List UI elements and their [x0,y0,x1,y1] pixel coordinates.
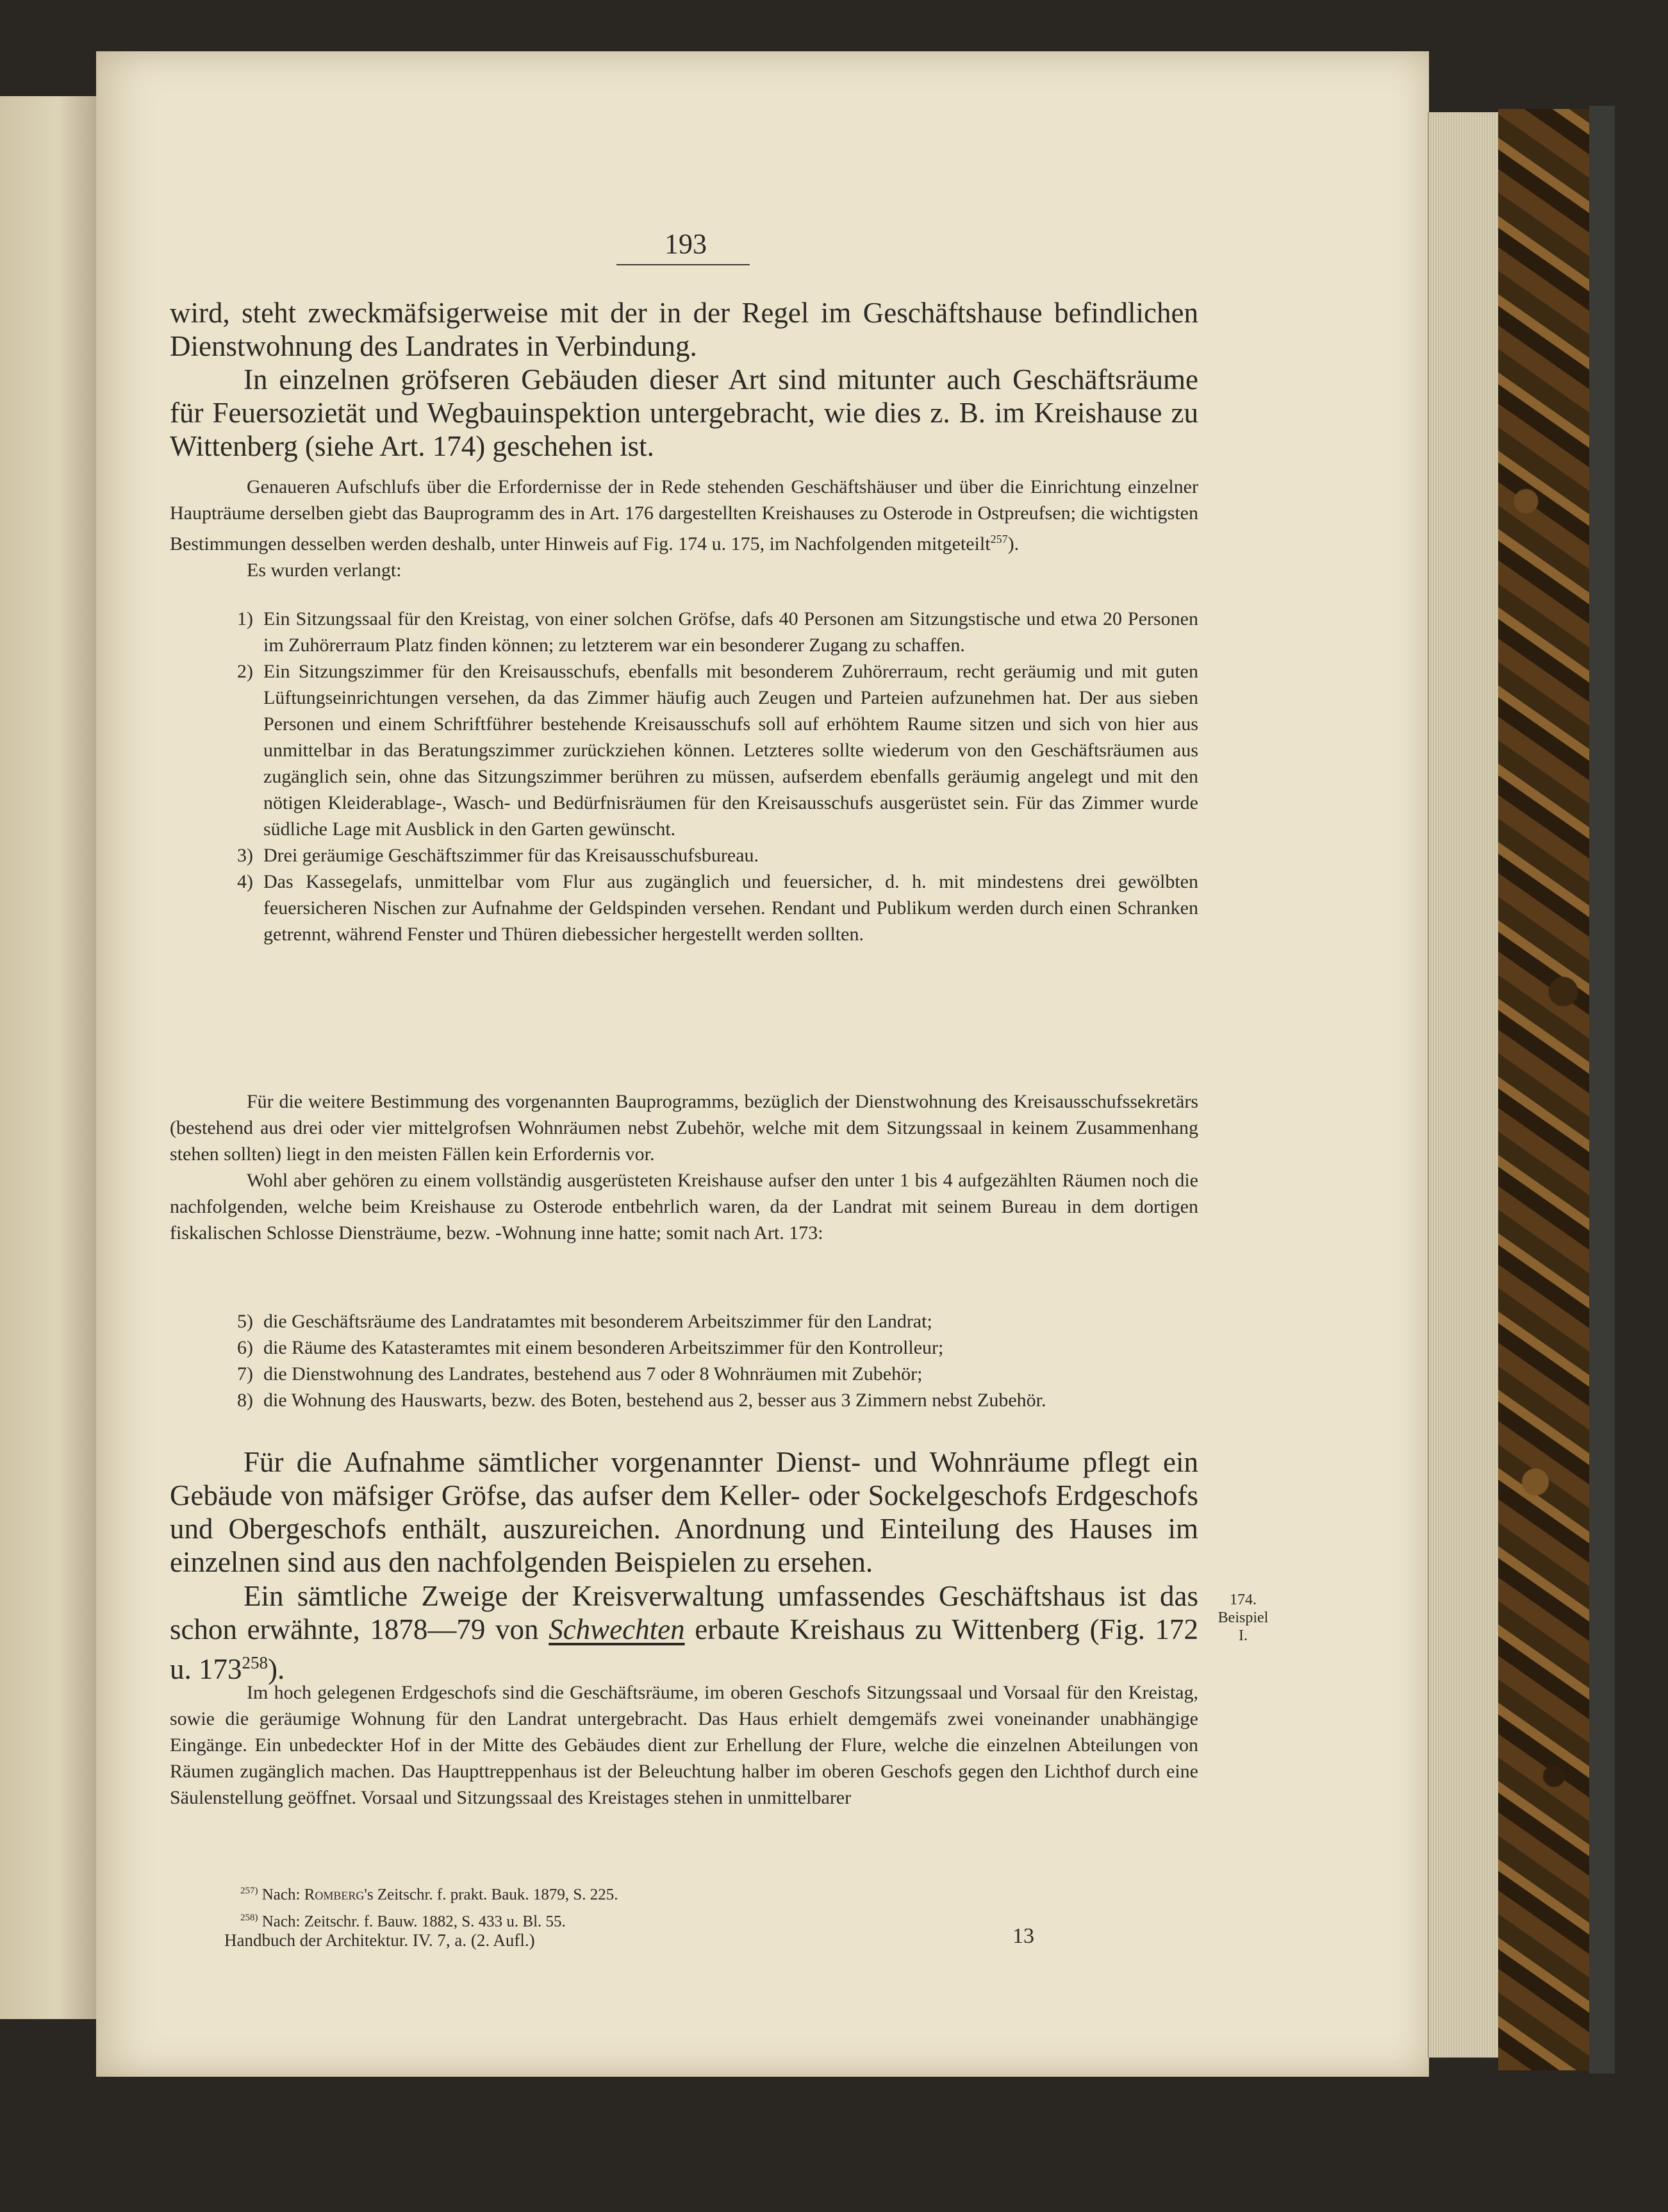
list-item-number: 3) [237,845,253,866]
list-item-text: Drei geräumige Geschäftszimmer für das Kreisausschufsbureau. [263,845,759,866]
page-number: 193 [665,228,707,260]
footnote-258 [240,1906,1137,1933]
footnote-257 [240,1879,1137,1906]
architect-name: Schwechten [549,1613,685,1645]
paragraph-4-end: ). [268,1653,285,1685]
small-paragraph-3-text: Für die weitere Bestimmung des vorgenannten Bauprogramms, bezüglich der Dienstwohnung des Kreisausschufssekretärs (bestehend aus drei oder vier mittelgrofsen Wohnräumen nebst Zubehör, welche mit dem Sitzungssaal in keinem Zusammenhang stehen sollten) liegt in den meisten Fällen kein Erfordernis vor. [170,1091,1198,1165]
small-paragraph-1 [170,474,1198,583]
paragraph-2 [170,363,1198,463]
list-item [215,606,1198,658]
list-item-number: 4) [237,871,253,892]
footnote-source: Zeitschr. f. Bauw. 1882, S. 433 u. Bl. 55. [304,1913,566,1931]
list-item [215,1361,1198,1387]
list-item [215,1387,1198,1413]
small-paragraph-2-text: Es wurden verlangt: [247,560,402,581]
paragraph-3 [170,1445,1198,1579]
header-rule [616,264,750,265]
additional-rooms-list [215,1308,1198,1413]
list-item-number: 6) [237,1337,253,1358]
paragraph-1-text: wird, steht zweckmäfsigerweise mit der in der Regel im Geschäftshause befindlichen Dienstwohnung des Landrates in Verbindung. [170,297,1198,362]
list-item [215,1308,1198,1335]
footnote-mark: 257) [240,1886,258,1896]
small-paragraph-1-end: ). [1007,533,1020,554]
small-paragraph-5 [170,1679,1198,1811]
list-item [215,1335,1198,1361]
list-item-text: die Wohnung des Hauswarts, bezw. des Boten, bestehend aus 2, besser aus 3 Zimmern nebst Zubehör. [263,1390,1046,1411]
list-item [215,658,1198,842]
small-paragraph-3 [170,1088,1198,1246]
margin-note-number: I. [1239,1627,1248,1644]
list-item-number: 5) [237,1311,253,1332]
cover-edge [1589,106,1615,2074]
small-paragraph-4-text: Wohl aber gehören zu einem vollständig ausgerüsteten Kreishause aufser den unter 1 bis 4 aufgezählten Räumen noch die nachfolgenden, welche beim Kreishause zu Osterode entbehrlich waren, da der Landrat mit seinem Bureau in dem dortigen fiskalischen Schlosse Diensträume, bezw. -Wohnung inne hatte; somit nach Art. 173: [170,1170,1198,1243]
list-item-text: die Räume des Katasteramtes mit einem besonderen Arbeitszimmer für den Kontrolleur; [263,1337,944,1358]
margin-note-article: 174. [1230,1592,1257,1608]
footer-title: Handbuch der Architektur. IV. 7, a. (2. Aufl.) [224,1931,535,1950]
list-item-number: 2) [237,661,253,682]
footnote-pre: Nach: [261,1913,304,1931]
left-page-edge [0,96,96,2019]
small-paragraph-1-body: Genaueren Aufschlufs über die Erfordernisse der in Rede stehenden Geschäftshäuser und über die Einrichtung einzelner Haupträume derselben giebt das Bauprogramm des in Art. 176 dargestellten Kreishauses zu Osterode in Ostpreufsen; die wichtigsten Bestimmungen desselben werden deshalb, unter Hinweis auf Fig. 174 u. 175, im Nachfolgenden mitgeteilt [170,476,1198,554]
paragraph-4-a: Ein sämtliche Zweige der Kreisverwaltung umfassendes Geschäftshaus ist das schon erwähnte, 1878—79 von [170,1580,1198,1645]
footnote-mark: 258) [240,1913,258,1924]
list-item [215,842,1198,869]
footnote-source: 's Zeitschr. f. prakt. Bauk. 1879, S. 225. [364,1886,618,1904]
margin-note-label: Beispiel [1218,1609,1269,1626]
paragraph-2-text: In einzelnen gröfseren Gebäuden dieser Art sind mitunter auch Geschäftsräume für Feuersozietät und Wegbauinspektion untergebracht, wie dies z. B. im Kreishause zu Wittenberg (siehe Art. 174) geschehen ist. [170,363,1198,462]
requirements-list [215,606,1198,947]
footnote-pre: Nach: [261,1886,304,1904]
list-item-text: die Dienstwohnung des Landrates, bestehend aus 7 oder 8 Wohnräumen mit Zubehör; [263,1363,923,1385]
paragraph-4 [170,1579,1198,1686]
list-item-text: Ein Sitzungszimmer für den Kreisausschufs, ebenfalls mit besonderem Zuhörerraum, recht geräumig und mit guten Lüftungseinrichtungen versehen, da das Zimmer häufig auch Zeugen und Parteien aufzunehmen hat. Der aus sieben Personen und einem Schriftführer bestehende Kreisausschufs soll auf erhöhtem Raume sitzen und sich von hier aus unmittelbar in das Beratungszimmer zurückziehen können. Letzteres sollte wiederum von den Geschäftsräumen aus zugänglich sein, ohne das Sitzungszimmer berühren zu müssen, aufserdem ebenfalls geräumig angelegt und mit den nötigen Kleiderablage-, Wasch- und Bedürfnisräumen für den Kreisausschufs ausgerüstet sein. Für das Zimmer wurde südliche Lage mit Ausblick in den Garten gewünscht. [263,661,1198,840]
small-paragraph-5-text: Im hoch gelegenen Erdgeschofs sind die Geschäftsräume, im oberen Geschofs Sitzungssaal und Vorsaal für den Kreistag, sowie die geräumige Wohnung für den Landrat untergebracht. Das Haus erhielt demgemäfs zwei voneinander unabhängige Eingänge. Ein unbedeckter Hof in der Mitte des Gebäudes dient zur Erhellung der Flure, welche die einzelnen Abteilungen von Räumen zugänglich machen. Das Haupttreppenhaus ist der Beleuchtung halber im oberen Geschofs gegen den Lichthof durch eine Säulenstellung geöffnet. Vorsaal und Sitzungssaal des Kreistages stehen in unmittelbarer [170,1682,1198,1808]
footnote-ref-257: 257 [990,533,1008,545]
footnote-author: Romberg [304,1886,365,1904]
paragraph-4-b: erbaute Kreishaus zu Wittenberg (Fig. 172 u. 173 [170,1613,1199,1685]
list-item-text: Ein Sitzungssaal für den Kreistag, von einer solchen Gröfse, dafs 40 Personen am Sitzungstische und etwa 20 Personen im Zuhörerraum Platz finden können; zu letzterem war ein besonderer Zugang zu schaffen. [263,608,1198,656]
small-paragraph-1-text [170,474,1198,557]
list-item-number: 1) [237,608,253,629]
paragraph-1 [170,296,1198,363]
footnote-ref-258: 258 [242,1653,268,1672]
page-edges [1428,112,1499,2058]
signature-mark: 13 [1012,1924,1034,1948]
list-item [215,869,1198,947]
paragraph-3-text: Für die Aufnahme sämtlicher vorgenannter Dienst- und Wohnräume pflegt ein Gebäude von mäfsiger Gröfse, das aufser dem Keller- oder Sockelgeschofs Erdgeschofs und Obergeschofs enthält, auszureichen. Anordnung und Einteilung des Hauses im einzelnen sind aus den nachfolgenden Beispielen zu ersehen. [170,1446,1198,1578]
list-item-text: Das Kassegelafs, unmittelbar vom Flur aus zugänglich und feuersicher, d. h. mit mindestens drei gewölbten feuersicheren Nischen zur Aufnahme der Geldspinden versehen. Rendant und Publikum werden durch einen Schranken getrennt, während Fenster und Thüren diebessicher hergestellt werden sollten. [263,871,1198,945]
list-item-number: 7) [237,1363,253,1385]
footnotes [240,1879,1137,1934]
margin-note [1214,1591,1272,1645]
list-item-text: die Geschäftsräume des Landratamtes mit besonderem Arbeitszimmer für den Landrat; [263,1311,932,1332]
list-item-number: 8) [237,1390,253,1411]
book-cover [1498,109,1591,2070]
paragraph-4-text [170,1579,1198,1686]
